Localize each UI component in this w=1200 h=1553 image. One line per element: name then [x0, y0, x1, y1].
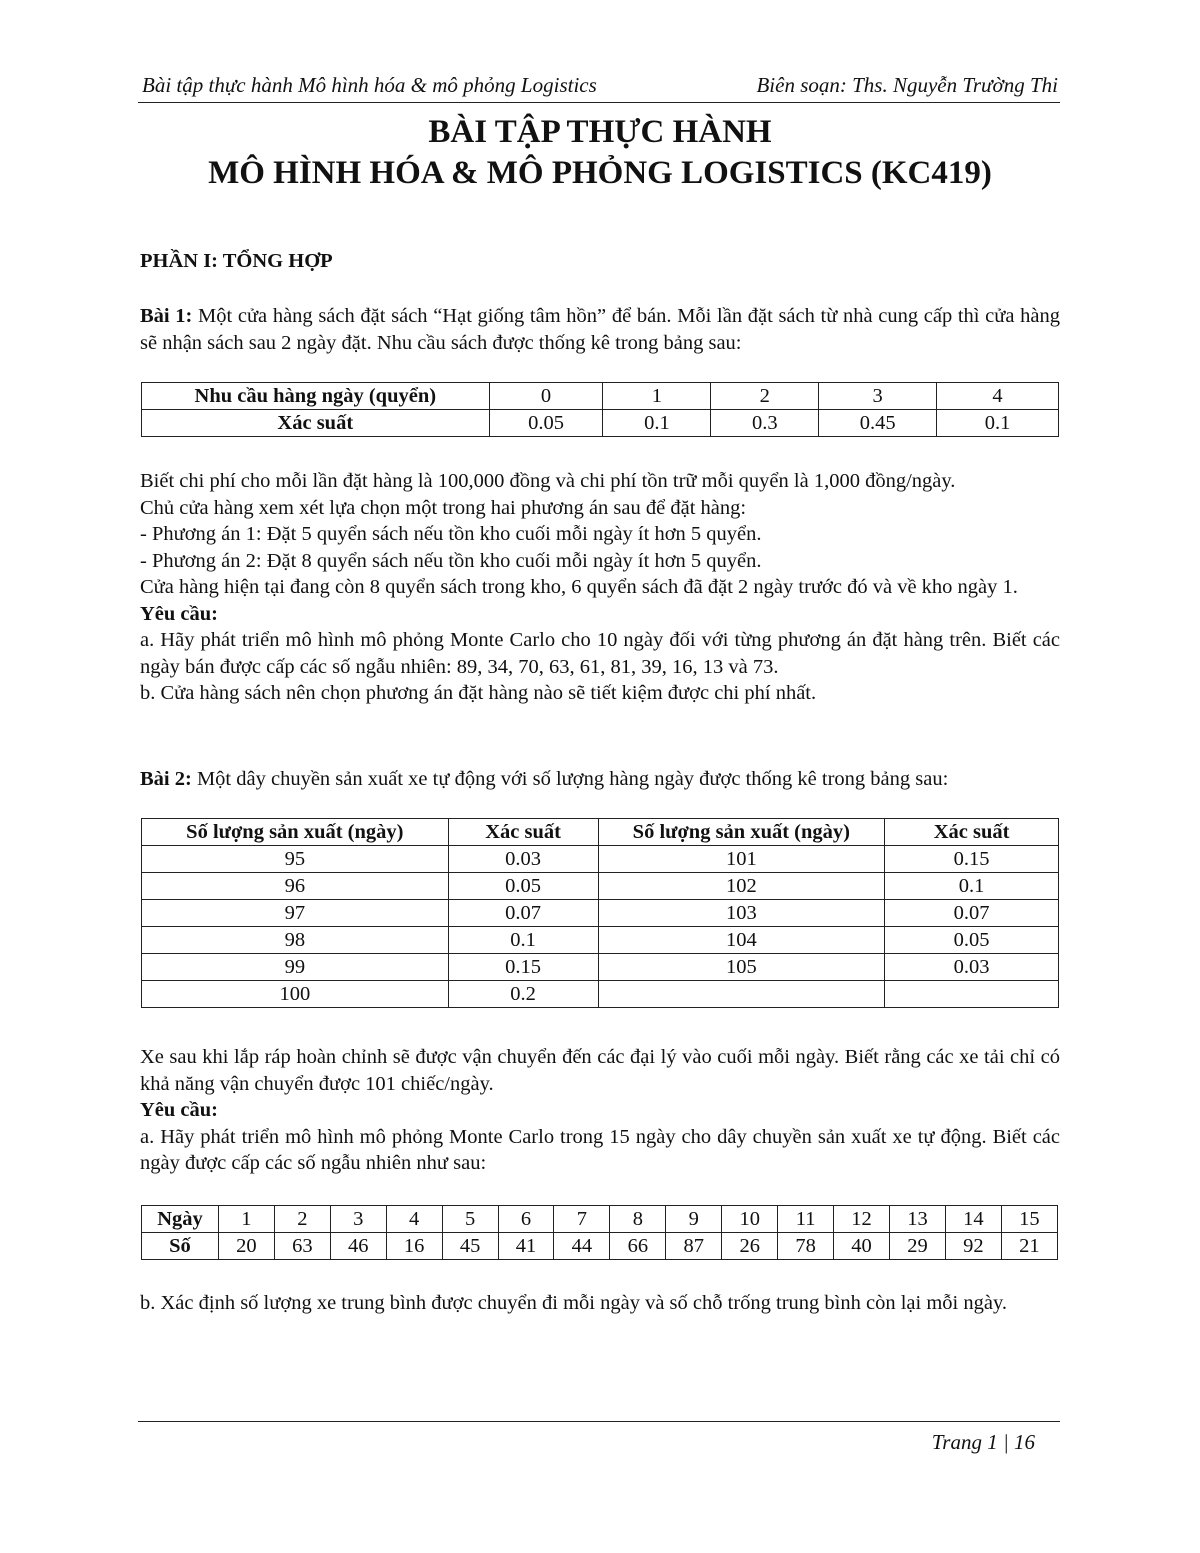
table-cell: 0.2 [448, 981, 598, 1008]
probability-cell: 0.05 [489, 410, 603, 437]
number-cell: 41 [498, 1233, 554, 1260]
table-cell [598, 981, 885, 1008]
table-cell: 100 [142, 981, 449, 1008]
bai2-intro [140, 766, 1060, 793]
day-cell: 4 [386, 1206, 442, 1233]
day-cell: 12 [834, 1206, 890, 1233]
table-cell: 0.1 [885, 873, 1059, 900]
day-cell: 9 [666, 1206, 722, 1233]
table-cell: 0.07 [885, 900, 1059, 927]
table-cell: 0.1 [448, 927, 598, 954]
bai1-intro [140, 303, 1060, 356]
number-cell: 20 [218, 1233, 274, 1260]
random-numbers-table [141, 1205, 1058, 1260]
bai1-option-1: - Phương án 1: Đặt 5 quyển sách nếu tồn kho cuối mỗi ngày ít hơn 5 quyển. [140, 523, 762, 545]
number-cell: 26 [722, 1233, 778, 1260]
bai2-requirements-label [140, 1097, 1060, 1124]
probability-cell: 0.1 [937, 410, 1059, 437]
probability-cell: 0.3 [711, 410, 819, 437]
section-heading [140, 248, 1060, 275]
section-heading-text: PHẦN I: TỔNG HỢP [140, 250, 333, 272]
day-cell: 15 [1001, 1206, 1057, 1233]
bai1-requirement-b: b. Cửa hàng sách nên chọn phương án đặt hàng nào sẽ tiết kiệm được chi phí nhất. [140, 682, 817, 704]
bai1-cost-paragraph: Biết chi phí cho mỗi lần đặt hàng là 100,000 đồng và chi phí tồn trữ mỗi quyển là 1,000 đồng/ngày. [140, 470, 956, 492]
bai2-requirement-b: b. Xác định số lượng xe trung bình được chuyển đi mỗi ngày và số chỗ trống trung bình còn lại mỗi ngày. [140, 1292, 1007, 1314]
bai1-requirements-label-text: Yêu cầu: [140, 602, 219, 625]
table-cell: 0.07 [448, 900, 598, 927]
day-cell: 7 [554, 1206, 610, 1233]
table-row [142, 846, 1059, 873]
demand-row [142, 383, 1059, 410]
day-cell: 10 [722, 1206, 778, 1233]
day-cell: 14 [945, 1206, 1001, 1233]
bai2-intro-text: Một dây chuyền sản xuất xe tự động với số lượng hàng ngày được thống kê trong bảng sau: [191, 768, 949, 790]
day-cell: 6 [498, 1206, 554, 1233]
demand-cell: 1 [603, 383, 711, 410]
table-cell: 99 [142, 954, 449, 981]
bai2-requirement-a: a. Hãy phát triển mô hình mô phỏng Monte Carlo trong 15 ngày cho dây chuyền sản xuất xe tự động. Biết các ngày được cấp các số ngẫu nhiên như sau: [140, 1125, 1060, 1174]
column-header: Số lượng sản xuất (ngày) [142, 819, 449, 846]
document-title-line2: MÔ HÌNH HÓA & MÔ PHỎNG LOGISTICS (KC419) [208, 155, 992, 191]
bai2-requirements-label-text: Yêu cầu: [140, 1099, 219, 1121]
table-cell: 103 [598, 900, 885, 927]
bai1-label: Bài 1: [140, 305, 193, 327]
production-table [141, 818, 1059, 1008]
demand-cell: 2 [711, 383, 819, 410]
table-cell: 105 [598, 954, 885, 981]
table-row [142, 873, 1059, 900]
number-cell: 87 [666, 1233, 722, 1260]
table-cell: 0.03 [448, 846, 598, 873]
bai2-body [140, 1044, 1060, 1177]
bai1-option-2: - Phương án 2: Đặt 8 quyển sách nếu tồn kho cuối mỗi ngày ít hơn 5 quyển. [140, 549, 762, 572]
day-cell: 8 [610, 1206, 666, 1233]
day-cell: 3 [330, 1206, 386, 1233]
number-cell: 45 [442, 1233, 498, 1260]
table-cell: 0.15 [448, 954, 598, 981]
bai1-body [140, 468, 1060, 707]
demand-cell: 0 [489, 383, 603, 410]
number-cell: 78 [778, 1233, 834, 1260]
day-cell: 11 [778, 1206, 834, 1233]
number-cell: 92 [945, 1233, 1001, 1260]
table-cell [885, 981, 1059, 1008]
number-cell: 66 [610, 1233, 666, 1260]
table-cell: 95 [142, 846, 449, 873]
numbers-row-header: Số [142, 1233, 219, 1260]
day-cell: 13 [890, 1206, 946, 1233]
table-cell: 104 [598, 927, 885, 954]
day-cell: 2 [274, 1206, 330, 1233]
bai2-transport-paragraph: Xe sau khi lắp ráp hoàn chỉnh sẽ được vận chuyển đến các đại lý vào cuối mỗi ngày. Biết rằng các xe tải chỉ có khả năng vận chuyển được 101 chiếc/ngày. [140, 1046, 1060, 1095]
probability-cell: 0.45 [819, 410, 937, 437]
table-cell: 0.05 [885, 927, 1059, 954]
demand-row-header: Nhu cầu hàng ngày (quyển) [142, 383, 490, 410]
page-number: Trang 1 | 16 [931, 1430, 1035, 1454]
probability-row-header: Xác suất [142, 410, 490, 437]
table-cell: 0.05 [448, 873, 598, 900]
table-cell: 101 [598, 846, 885, 873]
column-header: Xác suất [448, 819, 598, 846]
days-row-header: Ngày [142, 1206, 219, 1233]
day-cell: 1 [218, 1206, 274, 1233]
table-cell: 97 [142, 900, 449, 927]
bai1-inventory-paragraph: Cửa hàng hiện tại đang còn 8 quyển sách trong kho, 6 quyển sách đã đặt 2 ngày trước đó và về kho ngày 1. [140, 576, 1018, 598]
demand-cell: 3 [819, 383, 937, 410]
page-header [138, 72, 1060, 103]
table-cell: 98 [142, 927, 449, 954]
production-header-row [142, 819, 1059, 846]
header-course-title: Bài tập thực hành Mô hình hóa & mô phỏng Logistics [142, 73, 597, 97]
bai2-label: Bài 2: [140, 768, 192, 790]
header-author: Biên soạn: Ths. Nguyễn Trường Thi [756, 73, 1058, 97]
demand-cell: 4 [937, 383, 1059, 410]
number-cell: 16 [386, 1233, 442, 1260]
bai1-requirement-a: a. Hãy phát triển mô hình mô phỏng Monte Carlo cho 10 ngày đối với từng phương án đặt hàng trên. Biết các ngày bán được cấp các số ngẫu nhiên: 89, 34, 70, 63, 61, 81, 39, 16, 13 và 73. [140, 629, 1060, 678]
table-row [142, 900, 1059, 927]
demand-table [141, 382, 1059, 437]
probability-cell: 0.1 [603, 410, 711, 437]
number-cell: 21 [1001, 1233, 1057, 1260]
document-title-line1: BÀI TẬP THỰC HÀNH [428, 114, 772, 150]
number-cell: 63 [274, 1233, 330, 1260]
table-cell: 96 [142, 873, 449, 900]
day-cell: 5 [442, 1206, 498, 1233]
bai1-intro-text: Một cửa hàng sách đặt sách “Hạt giống tâm hồn” để bán. Mỗi lần đặt sách từ nhà cung cấp thì cửa hàng sẽ nhận sách sau 2 ngày đặt. Nhu cầu sách được thống kê trong bảng sau: [140, 305, 1060, 354]
number-cell: 46 [330, 1233, 386, 1260]
table-row [142, 927, 1059, 954]
days-row [142, 1206, 1058, 1233]
random-numbers-row [142, 1233, 1058, 1260]
number-cell: 44 [554, 1233, 610, 1260]
footer-divider [138, 1421, 1060, 1422]
number-cell: 40 [834, 1233, 890, 1260]
table-cell: 0.03 [885, 954, 1059, 981]
table-cell: 102 [598, 873, 885, 900]
column-header: Xác suất [885, 819, 1059, 846]
table-cell: 0.15 [885, 846, 1059, 873]
bai1-options-intro: Chủ cửa hàng xem xét lựa chọn một trong hai phương án sau để đặt hàng: [140, 496, 747, 519]
number-cell: 29 [890, 1233, 946, 1260]
table-row [142, 981, 1059, 1008]
probability-row [142, 410, 1059, 437]
bai1-requirements-label [140, 601, 1060, 628]
table-row [142, 954, 1059, 981]
column-header: Số lượng sản xuất (ngày) [598, 819, 885, 846]
